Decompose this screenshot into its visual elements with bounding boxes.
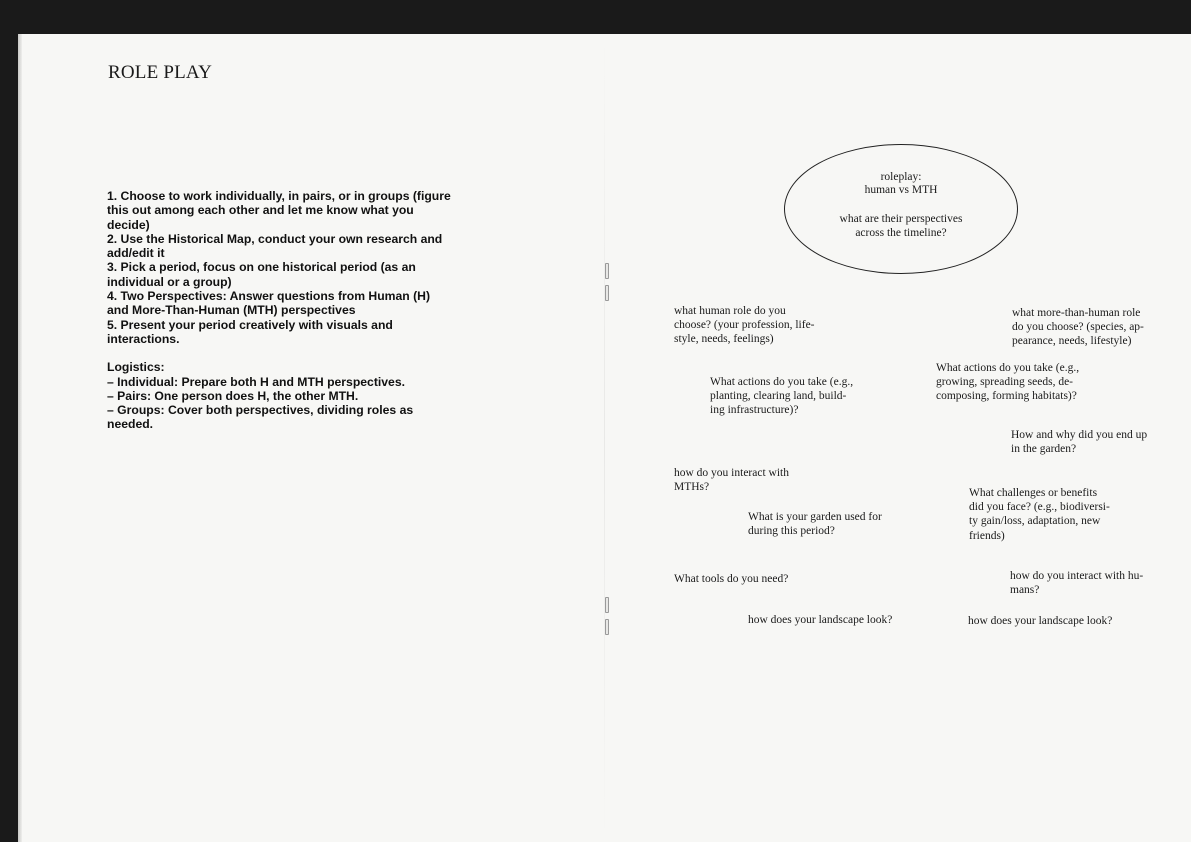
mth-question-challenges [969, 486, 1110, 543]
logistics-line: needed. [107, 417, 154, 432]
staple-top-2 [605, 285, 609, 301]
question-line: how does your landscape look? [968, 615, 1113, 627]
ellipse-question-line: what are their perspectives [839, 213, 963, 225]
instruction-line: interactions. [107, 331, 180, 346]
mth-question-role [1012, 306, 1144, 349]
question-line: choose? (your profession, life- [674, 319, 815, 332]
question-line: how do you interact with [674, 467, 789, 479]
question-line: What tools do you need? [674, 573, 789, 585]
question-line: planting, clearing land, build- [710, 390, 847, 403]
ellipse-title-line: roleplay: [880, 171, 922, 183]
instruction-line: add/edit it [107, 246, 165, 261]
mth-question-arrival [1011, 428, 1147, 456]
question-line: composing, forming habitats)? [936, 390, 1077, 403]
question-line: what more-than-human role [1012, 307, 1141, 319]
question-line: growing, spreading seeds, de- [936, 376, 1074, 389]
notebook-spread [18, 34, 1191, 842]
instruction-line: and More-Than-Human (MTH) perspectives [107, 303, 356, 318]
instruction-line: individual or a group) [107, 274, 232, 289]
human-question-tools [674, 572, 788, 586]
mth-question-interaction [1010, 569, 1143, 597]
staple-bottom-2 [605, 619, 609, 635]
question-line: What actions do you take (e.g., [936, 362, 1080, 374]
instruction-line: this out among each other and let me know what you [107, 203, 414, 218]
question-line: What challenges or benefits [969, 487, 1098, 499]
human-question-landscape [748, 613, 892, 627]
question-line: during this period? [748, 525, 835, 538]
instruction-line: decide) [107, 217, 150, 232]
human-question-garden-use [748, 510, 882, 538]
instruction-line: 1. Choose to work individually, in pairs, or in groups (figure [107, 189, 451, 203]
question-line: how do you interact with hu- [1010, 570, 1144, 582]
ellipse-question-line: across the timeline? [855, 227, 947, 239]
logistics-line: – Individual: Prepare both H and MTH perspectives. [107, 374, 405, 389]
mth-question-landscape [968, 614, 1112, 628]
question-line: do you choose? (species, ap- [1012, 321, 1144, 334]
question-line: mans? [1010, 584, 1040, 597]
question-line: style, needs, feelings) [674, 333, 774, 346]
ellipse-title-line: human vs MTH [864, 184, 938, 196]
page-gutter [604, 34, 605, 842]
human-question-actions [710, 375, 853, 418]
question-line: What actions do you take (e.g., [710, 376, 854, 388]
instructions-block [107, 189, 507, 432]
instruction-line: 5. Present your period creatively with visuals and [107, 317, 393, 332]
question-line: did you face? (e.g., biodiversi- [969, 501, 1110, 514]
staple-bottom-1 [605, 597, 609, 613]
question-line: ing infrastructure)? [710, 404, 799, 417]
question-line: ty gain/loss, adaptation, new [969, 515, 1101, 528]
mth-question-actions [936, 361, 1079, 404]
instruction-line: 3. Pick a period, focus on one historical period (as an [107, 260, 416, 275]
roleplay-ellipse [784, 144, 1018, 274]
logistics-line: – Pairs: One person does H, the other MTH. [107, 388, 359, 403]
question-line: How and why did you end up [1011, 429, 1148, 441]
page-title: ROLE PLAY [108, 62, 213, 83]
question-line: MTHs? [674, 481, 710, 494]
instruction-line: 4. Two Perspectives: Answer questions from Human (H) [107, 289, 431, 304]
question-line: pearance, needs, lifestyle) [1012, 335, 1132, 348]
logistics-line: – Groups: Cover both perspectives, dividing roles as [107, 403, 414, 418]
question-line: friends) [969, 529, 1005, 542]
human-question-role [674, 304, 815, 347]
question-line: What is your garden used for [748, 511, 882, 523]
human-question-interaction [674, 466, 789, 494]
logistics-heading: Logistics: [107, 360, 165, 375]
question-line: in the garden? [1011, 443, 1077, 456]
instruction-line: 2. Use the Historical Map, conduct your own research and [107, 231, 443, 246]
question-line: what human role do you [674, 305, 786, 317]
question-line: how does your landscape look? [748, 614, 893, 626]
staple-top-1 [605, 263, 609, 279]
